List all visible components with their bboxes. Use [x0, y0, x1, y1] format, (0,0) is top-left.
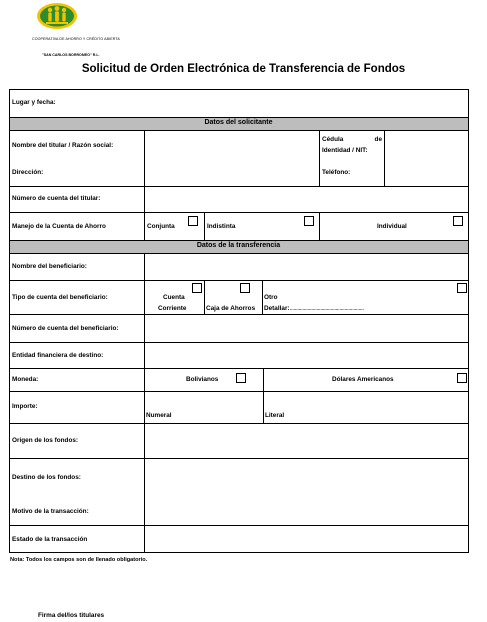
label-origen-fondos: Origen de los fondos:: [12, 437, 79, 444]
label-estado-transaccion: Estado de la transacción: [12, 536, 88, 543]
label-lugar-fecha: Lugar y fecha:: [12, 99, 56, 106]
checkbox-conjunta[interactable]: [188, 216, 198, 226]
label-moneda: Moneda:: [12, 376, 39, 383]
field-entidad-destino[interactable]: [146, 344, 466, 367]
label-detallar: Detallar:..........................................................: [264, 305, 364, 312]
label-numeral: Numeral: [146, 412, 172, 419]
checkbox-cuenta-corriente[interactable]: [192, 283, 202, 293]
field-numero-cuenta-beneficiario[interactable]: [146, 316, 466, 341]
label-direccion: Dirección:: [12, 169, 44, 176]
field-lugar-fecha[interactable]: [70, 91, 466, 116]
field-cedula-nit[interactable]: [386, 132, 467, 156]
form-note: Nota: Todos los campos son de llenado obligatorio.: [10, 557, 148, 563]
section-title-transferencia: Datos de la transferencia: [196, 242, 281, 249]
option-conjunta-label: Conjunta: [147, 223, 175, 230]
signature-label: Firma del/los titulares: [38, 612, 105, 619]
option-caja-ahorros-label: Caja de Ahorros: [206, 305, 256, 312]
option-individual-label: Individual: [377, 223, 407, 230]
label-numero-cuenta-beneficiario: Número de cuenta del beneficiario:: [12, 325, 119, 332]
label-numero-cuenta-titular: Número de cuenta del titular:: [12, 195, 101, 202]
label-importe: Importe:: [12, 403, 38, 410]
cooperative-name: COOPERATIVA DE AHORRO Y CRÉDITO ABIERTA: [32, 37, 120, 41]
checkbox-indistinta[interactable]: [304, 216, 314, 226]
checkbox-caja-ahorros[interactable]: [240, 283, 250, 293]
option-dolares-label: Dólares Americanos: [332, 376, 394, 383]
label-telefono: Teléfono:: [322, 169, 351, 176]
cooperative-short-name: "SAN CARLOS BORROMEO" R.L.: [42, 53, 100, 57]
field-nombre-titular[interactable]: [146, 132, 317, 156]
field-importe-literal[interactable]: [265, 393, 466, 411]
option-cuenta-label: Cuenta: [163, 294, 185, 301]
label-nombre-titular: Nombre del titular / Razón social:: [12, 142, 114, 149]
checkbox-dolares[interactable]: [457, 373, 467, 383]
field-nombre-beneficiario[interactable]: [146, 255, 466, 279]
label-motivo-transaccion: Motivo de la transacción:: [12, 508, 89, 515]
field-destino-motivo[interactable]: [146, 460, 466, 524]
cooperative-logo: [36, 2, 78, 32]
section-title-solicitante: Datos del solicitante: [204, 119, 273, 126]
label-literal: Literal: [265, 412, 285, 419]
field-importe-numeral[interactable]: [146, 393, 261, 411]
option-otro-label: Otro: [264, 294, 278, 301]
field-telefono[interactable]: [386, 158, 467, 184]
label-nombre-beneficiario: Nombre del beneficiario:: [12, 263, 87, 270]
field-origen-fondos[interactable]: [146, 425, 466, 457]
label-tipo-cuenta-beneficiario: Tipo de cuenta del beneficiario:: [12, 294, 108, 301]
label-entidad-destino: Entidad financiera de destino:: [12, 352, 104, 359]
field-numero-cuenta-titular[interactable]: [146, 188, 466, 211]
option-bolivianos-label: Bolivianos: [186, 376, 219, 383]
field-estado-transaccion[interactable]: [146, 527, 466, 551]
label-destino-fondos: Destino de los fondos:: [12, 474, 81, 481]
checkbox-bolivianos[interactable]: [236, 373, 246, 383]
label-cedula: Cédula de: [322, 136, 382, 143]
label-identidad-nit: Identidad / NIT:: [322, 147, 368, 154]
checkbox-individual[interactable]: [453, 216, 463, 226]
page-title: Solicitud de Orden Electrónica de Transferencia de Fondos: [81, 63, 406, 75]
label-manejo-cuenta: Manejo de la Cuenta de Ahorro: [12, 223, 106, 230]
option-indistinta-label: Indistinta: [207, 223, 236, 230]
checkbox-otro[interactable]: [457, 283, 467, 293]
option-corriente-label: Corriente: [158, 305, 187, 312]
field-direccion[interactable]: [146, 158, 317, 184]
